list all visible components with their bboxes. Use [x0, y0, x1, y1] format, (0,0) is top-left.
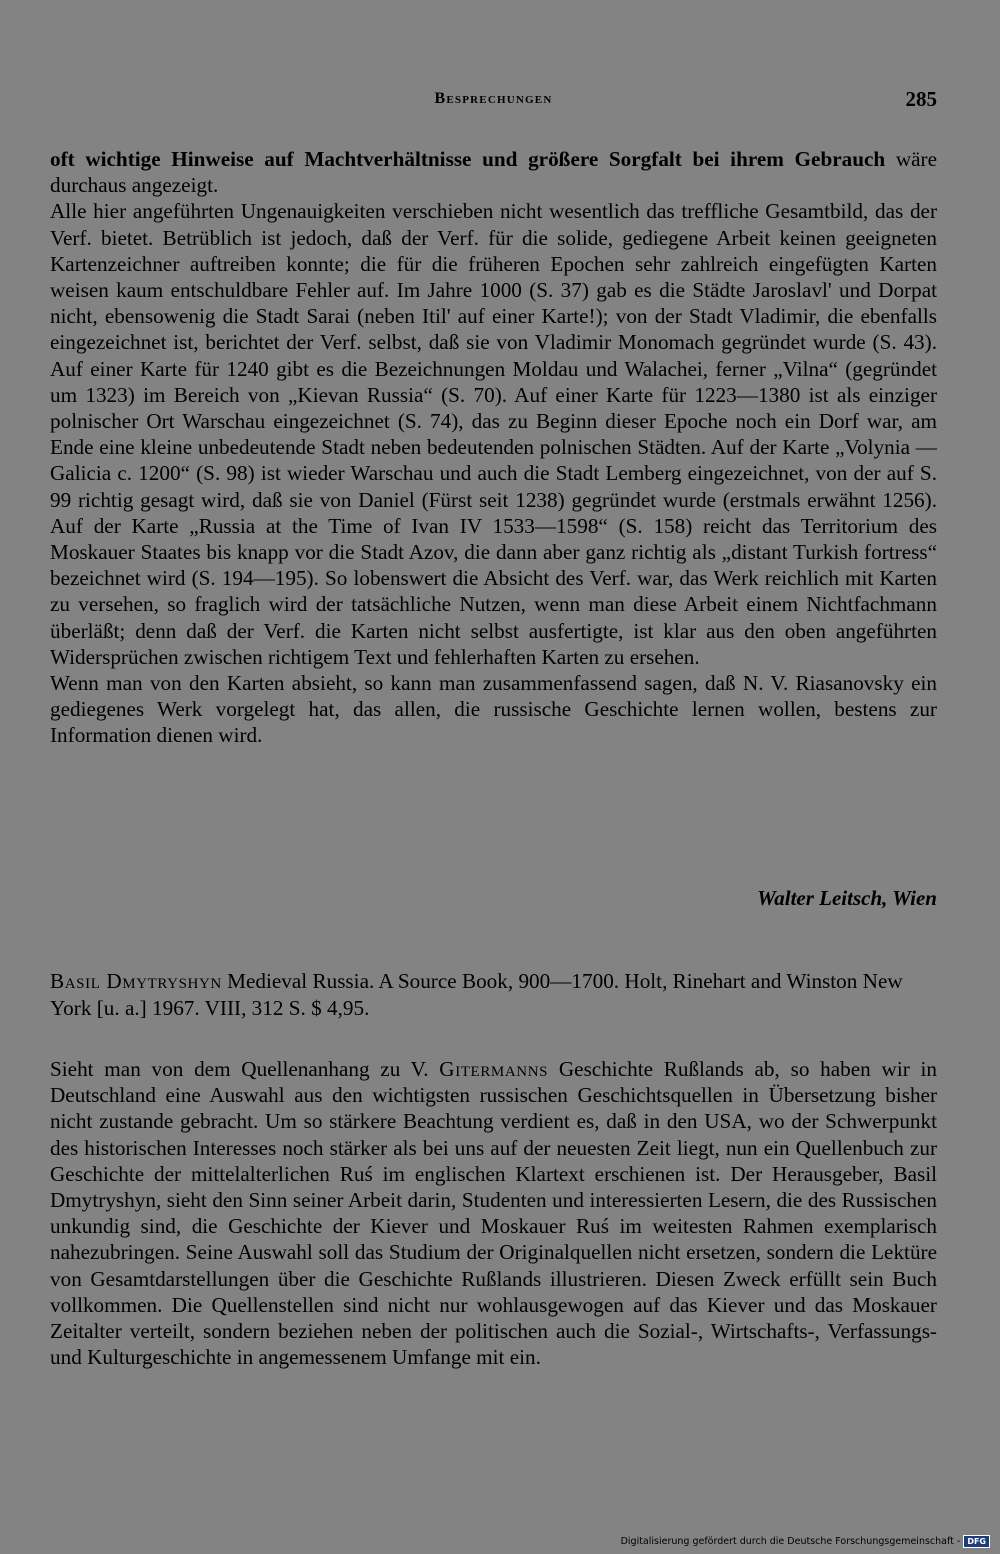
review2-cited-name: Gitermanns [439, 1057, 549, 1081]
running-title: Besprechungen [434, 90, 553, 107]
review1-paragraph-1 [50, 146, 937, 198]
page-number: 285 [905, 87, 937, 111]
footer [621, 1535, 990, 1548]
review2-author: Basil Dmytryshyn [50, 969, 222, 993]
review1-lead-bold: oft wichtige Hinweise auf Machtverhältnisse und größere Sorgfalt bei ihrem Gebrauch [50, 147, 886, 171]
review1-body [50, 146, 937, 749]
review2-body [50, 1056, 937, 1370]
footer-text: Digitalisierung gefördert durch die Deutsche Forschungsgemeinschaft - [620, 1536, 961, 1547]
dfg-logo-icon: DFG [963, 1535, 990, 1548]
review1-signature: Walter Leitsch, Wien [757, 886, 937, 910]
review1-paragraph-3: Wenn man von den Karten absieht, so kann man zusammenfassend sagen, daß N. V. Riasanovsky ein gediegenes Werk vorgelegt hat, das allen, die russische Geschichte lernen wollen, bestens zur Information dienen wird. [50, 671, 937, 748]
review2-citation [50, 968, 937, 1022]
review2-paragraph-1 [50, 1056, 937, 1370]
review2-p1-a: Sieht man von dem Quellenanhang zu V. [50, 1057, 440, 1081]
review2-p1-b: Geschichte Rußlands ab, so haben wir in Deutschland eine Auswahl aus den wichtigsten russischen Geschichtsquellen in Übersetzung bisher nicht zustande gebracht. Um so stärkere Beachtung verdient es, daß in den USA, wo der Schwerpunkt des historischen Interesses noch stärker als bei uns auf der neuesten Zeit liegt, nun ein Quellenbuch zur Geschichte der mittelalterlichen Ruś im englischen Klartext erschienen ist. Der Herausgeber, Basil Dmytryshyn, sieht den Sinn seiner Arbeit darin, Studenten und interessierten Lesern, die des Russischen unkundig sind, die Geschichte der Kiever und Moskauer Ruś im weitesten Rahmen exemplarisch nahezubringen. Seine Auswahl soll das Studium der Originalquellen nicht ersetzen, sondern die Lektüre von Gesamtdarstellungen über die Geschichte Rußlands illustrieren. Diesen Zweck erfüllt sein Buch vollkommen. Die Quellenstellen sind nicht nur wohlausgewogen auf das Kiever und das Moskauer Zeitalter verteilt, sondern beziehen neben der politischen auch die Sozial-, Wirtschafts-, Verfassungs- und Kulturgeschichte in angemessenem Umfange mit ein. [50, 1057, 937, 1370]
running-head [50, 88, 937, 114]
review1-paragraph-2: Alle hier angeführten Ungenauigkeiten verschieben nicht wesentlich das treffliche Gesamtbild, das der Verf. bietet. Betrüblich ist jedoch, daß der Verf. für die solide, gediegene Arbeit keinen geeigneten Kartenzeichner auftreiben konnte; die für die früheren Epochen sehr zahlreich eingefügten Karten weisen kaum entschuldbare Fehler auf. Im Jahre 1000 (S. 37) gab es die Städte Jaroslavl' und Dorpat nicht, ebensowenig die Stadt Sarai (neben Itil' auf einer Karte!); von der Stadt Vladimir, die ebenfalls eingezeichnet ist, berichtet der Verf. selbst, daß sie von Vladimir Monomach gegründet wurde (S. 43). Auf einer Karte für 1240 gibt es die Bezeichnungen Moldau und Walachei, ferner „Vilna“ (gegründet um 1323) im Bereich von „Kievan Russia“ (S. 70). Auf einer Karte für 1223—1380 ist als einziger polnischer Ort Warschau eingezeichnet (S. 74), das zu Beginn dieser Epoche noch ein Dorf war, am Ende eine kleine unbedeutende Stadt neben bedeutenden polnischen Städten. Auf der Karte „Volynia — Galicia c. 1200“ (S. 98) ist wieder Warschau und auch die Stadt Lemberg eingezeichnet, von der auf S. 99 richtig gesagt wird, daß sie von Daniel (Fürst seit 1238) gegründet wurde (erstmals erwähnt 1256). Auf der Karte „Russia at the Time of Ivan IV 1533—1598“ (S. 158) reicht das Territorium des Moskauer Staates bis knapp vor die Stadt Azov, die dann aber ganz richtig als „distant Turkish fortress“ bezeichnet wird (S. 194—195). So lobenswert die Absicht des Verf. war, das Werk reichlich mit Karten zu versehen, so fraglich wird der tatsächliche Nutzen, wenn man diese Arbeit einem Nichtfachmann überläßt; denn daß der Verf. die Karten nicht selbst ausfertigte, ist klar aus den oben angeführten Widersprüchen zwischen richtigem Text und fehlerhaften Karten zu ersehen. [50, 199, 937, 669]
review2-citation-text: Medieval Russia. A Source Book, 900—1700. Holt, Rinehart and Winston New York [u. a.] 1967. VIII, 312 S. $ 4,95. [50, 969, 903, 1020]
review1-lead-rest: wäre durchaus angezeigt. [50, 147, 937, 198]
